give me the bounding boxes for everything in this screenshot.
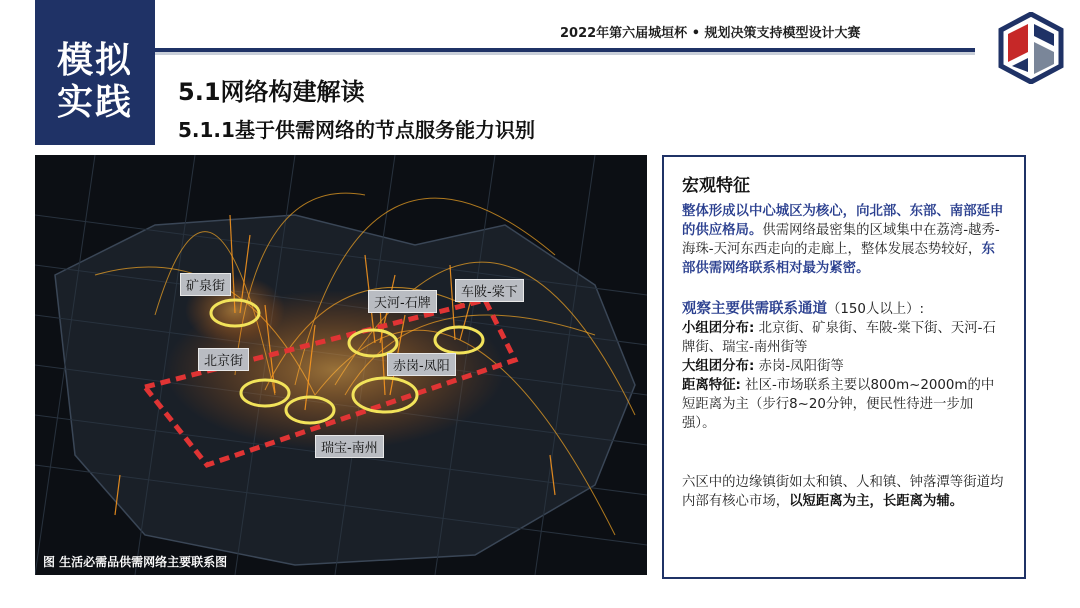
analysis-panel (662, 155, 1026, 579)
macro-text: 供需网络最密集的区域集中在荔湾-越秀-海珠-天河东西走向的走廊上，整体发展态势较好， (682, 223, 1000, 257)
observation-title (682, 300, 1006, 319)
observation-title-text: 观察主要供需联系通道 (682, 301, 827, 317)
small-cluster-text: 北京街、矿泉街、车陂-棠下街、天河-石牌街、瑞宝-南州街等 (682, 321, 996, 355)
distance-text: 社区-市场联系主要以800m~2000m的中短距离为主（步行8~20分钟，便民性待进一步加强）。 (682, 378, 995, 431)
competition-logo-icon (998, 12, 1064, 84)
page-title: 5.1网络构建解读 (178, 78, 365, 106)
section-badge (35, 0, 155, 145)
map-label-beijing: 北京街 (198, 348, 249, 371)
small-cluster-paragraph (682, 319, 1006, 357)
map-caption: 图 生活必需品供需网络主要联系图 (43, 555, 228, 569)
distance-paragraph (682, 376, 1006, 433)
map-label-chigang: 赤岗-凤阳 (387, 353, 456, 376)
panel-heading: 宏观特征 (682, 176, 750, 196)
observation-note: （150人以上）: (827, 302, 925, 317)
map-label-ruibao: 瑞宝-南州 (315, 435, 384, 458)
header-rule-shadow (155, 52, 975, 55)
closing-bold: 以短距离为主，长距离为辅。 (789, 494, 964, 509)
large-cluster-label: 大组团分布: (682, 359, 755, 374)
macro-highlight-2: 东部供需网络联系相对最为紧密。 (682, 242, 995, 276)
badge-line-1: 模拟 (56, 40, 133, 81)
distance-label: 距离特征: (682, 378, 741, 393)
network-map-graphic (35, 155, 647, 575)
large-cluster-paragraph (682, 357, 1006, 376)
macro-highlight: 整体形成以中心城区为核心，向北部、东部、南部延申的供应格局。 (682, 204, 1004, 238)
macro-paragraph (682, 202, 1006, 278)
page-subtitle: 5.1.1基于供需网络的节点服务能力识别 (178, 118, 535, 142)
map-label-chebei: 车陂-棠下 (455, 279, 524, 302)
closing-paragraph (682, 473, 1006, 511)
competition-title: 2022年第六届城垣杯 • 规划决策支持模型设计大赛 (560, 26, 861, 41)
closing-text: 六区中的边缘镇街如太和镇、人和镇、钟落潭等街道均内部有核心市场， (682, 475, 1004, 509)
network-map (35, 155, 647, 575)
badge-line-2: 实践 (56, 82, 133, 123)
map-label-kuangquan: 矿泉街 (180, 273, 231, 296)
small-cluster-label: 小组团分布: (682, 321, 755, 336)
large-cluster-text: 赤岗-凤阳街等 (754, 359, 844, 374)
map-label-tianhe: 天河-石牌 (368, 290, 437, 313)
